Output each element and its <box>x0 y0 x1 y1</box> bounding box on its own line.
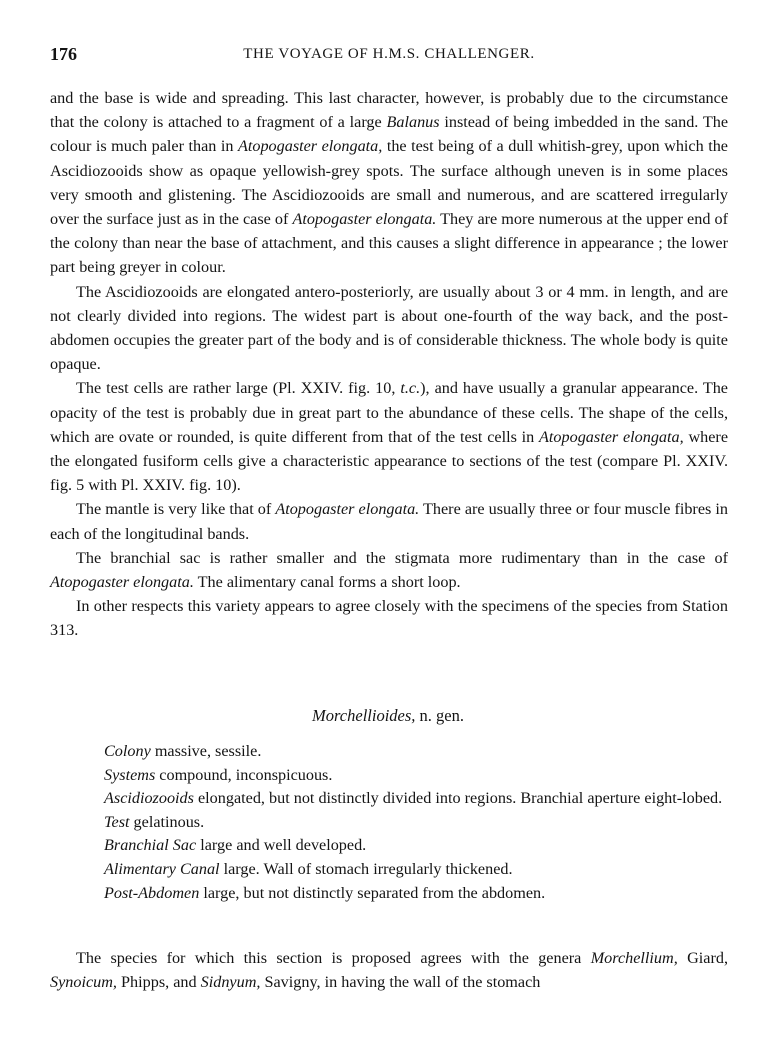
definition-ascidiozooids: Ascidiozooids elongated, but not distinctly divided into regions. Branchial aperture eight-lobed. <box>104 789 723 808</box>
definition-systems: Systems compound, inconspicuous. <box>104 765 333 784</box>
definition-test: Test gelatinous. <box>104 812 205 831</box>
paragraph-test-cells: The test cells are rather large (Pl. XXIV. fig. 10, t.c.), and have usually a granular appearance. The opacity of the test is probably due in great part to the abundance of these cells. The shape of the cells, which are ovate or rounded, is quite different from that of the test cells in Atopogaster elongata, where the elongated fusiform cells give a characteristic appearance to sections of the test (compare Pl. XXIV. fig. 5 with Pl. XXIV. fig. 10). <box>50 379 729 495</box>
body-text-top <box>50 86 728 643</box>
paragraph-genus-comparison: The species for which this section is proposed agrees with the genera Morchellium, Giard, Synoicum, Phipps, and Sidnyum, Savigny, in having the wall of the stomach <box>50 949 728 992</box>
paragraph-other-respects: In other respects this variety appears to agree closely with the specimens of the species from Station 313. <box>50 597 728 640</box>
running-head: THE VOYAGE OF H.M.S. CHALLENGER. <box>243 46 535 62</box>
genus-definition-list <box>104 740 728 905</box>
page-number: 176 <box>50 44 77 64</box>
page-header <box>50 44 728 70</box>
paragraph-branchial-sac: The branchial sac is rather smaller and the stigmata more rudimentary than in the case of Atopogaster elongata. The alimentary canal forms a short loop. <box>50 548 728 592</box>
definition-post-abdomen: Post-Abdomen large, but not distinctly separated from the abdomen. <box>104 883 546 902</box>
section-heading <box>0 706 776 726</box>
definition-alimentary-canal: Alimentary Canal large. Wall of stomach irregularly thickened. <box>104 859 513 878</box>
genus-name: Morchellioides, <box>312 706 416 725</box>
paragraph-ascidiozooids: The Ascidiozooids are elongated antero-posteriorly, are usually about 3 or 4 mm. in length, and are not clearly divided into regions. The widest part is about one-fourth of the way back, and the post-abdomen occupies the greater part of the body and is of considerable thickness. The whole body is quite opaque. <box>50 282 728 374</box>
definition-colony: Colony massive, sessile. <box>104 742 262 760</box>
paragraph-mantle: The mantle is very like that of Atopogaster elongata. There are usually three or four muscle fibres in each of the longitudinal bands. <box>50 500 728 543</box>
genus-suffix: n. gen. <box>415 706 464 725</box>
paragraph-continued: and the base is wide and spreading. This last character, however, is probably due to the circumstance that the colony is attached to a fragment of a large Balanus instead of being imbedded in the sand. The colour is much paler than in Atopogaster elongata, the test being of a dull whitish-grey, upon which the Ascidiozooids show as opaque yellowish-grey spots. The surface although uneven is in some places very smooth and glistening. The Ascidiozooids are small and numerous, and are scattered irregularly over the surface just as in the case of Atopogaster elongata. They are more numerous at the upper end of the colony than near the base of attachment, and this causes a slight difference in appearance ; the lower part being greyer in colour. <box>50 89 729 277</box>
body-text-bottom <box>50 946 728 994</box>
definition-branchial-sac: Branchial Sac large and well developed. <box>104 836 367 855</box>
